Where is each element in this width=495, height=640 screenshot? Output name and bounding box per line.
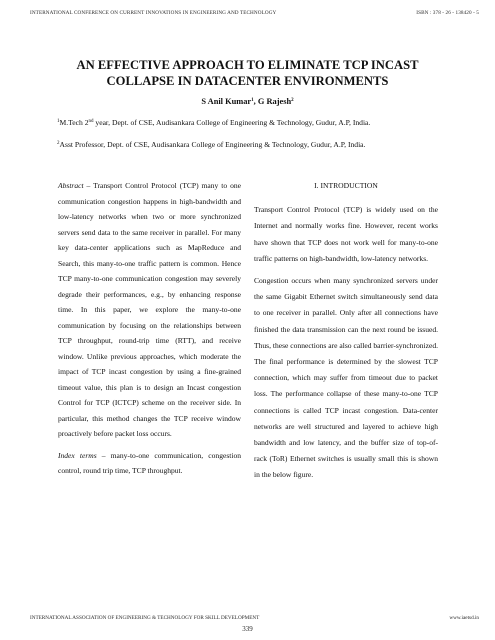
page-number: 339	[242, 625, 253, 633]
right-column	[254, 178, 438, 484]
affiliation-2	[57, 140, 455, 150]
abstract-label: Abstract	[58, 181, 84, 190]
index-terms-text: – many-to-one communication, congestion control, round trip time, TCP throughput.	[58, 450, 241, 475]
title-line-1: AN EFFECTIVE APPROACH TO ELIMINATE TCP INCAST	[76, 58, 419, 72]
website: www.iaetsd.in	[449, 615, 479, 621]
intro-paragraph-1: Transport Control Protocol (TCP) is widely used on the Internet and normally works fine. However, recent works have shown that TCP does not work well for many-to-one traffic patterns on high-bandwidth, low-latency networks.	[254, 205, 438, 263]
left-column	[58, 178, 241, 479]
affiliation-2-text: Asst Professor, Dept. of CSE, Audisankara College of Engineering & Technology, Gudur, A.P, India.	[59, 140, 366, 149]
affiliation-1-ordinal: nd	[88, 119, 94, 124]
author-1-mark: 1	[251, 98, 254, 103]
abstract-text: – Transport Control Protocol (TCP) many to one communication congestion happens in high-bandwidth and low-latency networks when two or more synchronized servers send data to the same receiver in parallel. For many key data-center applications such as MapReduce and Search, this many-to-one traffic pattern is common. Hence TCP many-to-one communication congestion may severely degrade their performances, e.g., by enhancing response time. In this paper, we explore the many-to-one communication by focusing on the relationships between TCP throughput, round-trip time (RTT), and receive window. Unlike previous approaches, which moderate the impact of TCP incast congestion by using a fine-grained timeout value, this plan is to design an Incast congestion Control for TCP (ICTCP) scheme on the receiver side. In particular, this method changes the TCP receive window proactively before packet loss occurs.	[58, 181, 241, 438]
abstract	[58, 178, 241, 442]
affiliation-1-mark: 1	[57, 119, 60, 124]
title-line-2: COLLAPSE IN DATACENTER ENVIRONMENTS	[106, 74, 389, 88]
affiliation-1-prefix: M.Tech 2	[59, 118, 89, 127]
author-2: G Rajesh	[257, 97, 292, 106]
author-separator: ,	[253, 97, 258, 106]
intro-paragraph-2: Congestion occurs when many synchronized servers under the same Gigabit Ethernet switch simultaneously send data to one receiver in parallel. Only after all connections have finished the data transmission can the next round be issued. Thus, these connections are also called barrier-synchronized. The final performance is determined by the slowest TCP connection, which may suffer from timeout due to packet loss. The performance collapse of these many-to-one TCP connections is called TCP incast congestion. Data-center networks are well structured and layered to achieve high bandwidth and low latency, and the buffer size of top-of-rack (ToR) Ethernet switches is usually small this is shown in the below figure.	[254, 276, 438, 480]
conference-name: INTERNATIONAL CONFERENCE ON CURRENT INNOVATIONS IN ENGINEERING AND TECHNOLOGY	[30, 10, 277, 16]
association-name: INTERNATIONAL ASSOCIATION OF ENGINEERING & TECHNOLOGY FOR SKILL DEVELOPMENT	[30, 615, 260, 621]
isbn: ISBN : 378 - 26 - 138420 - 5	[416, 10, 479, 16]
affiliation-2-mark: 2	[57, 141, 60, 146]
index-terms	[58, 448, 241, 479]
author-2-mark: 2	[291, 98, 294, 103]
index-terms-label: Index terms	[58, 450, 97, 460]
running-header	[30, 10, 479, 16]
section-heading-introduction: I. INTRODUCTION	[314, 181, 378, 190]
author-list	[0, 97, 495, 106]
author-1: S Anil Kumar	[201, 97, 252, 106]
paper-title	[0, 57, 495, 89]
affiliation-1	[57, 118, 455, 128]
running-footer	[30, 615, 479, 621]
affiliation-1-text: year, Dept. of CSE, Audisankara College of Engineering & Technology, Gudur, A.P, India.	[93, 118, 371, 127]
